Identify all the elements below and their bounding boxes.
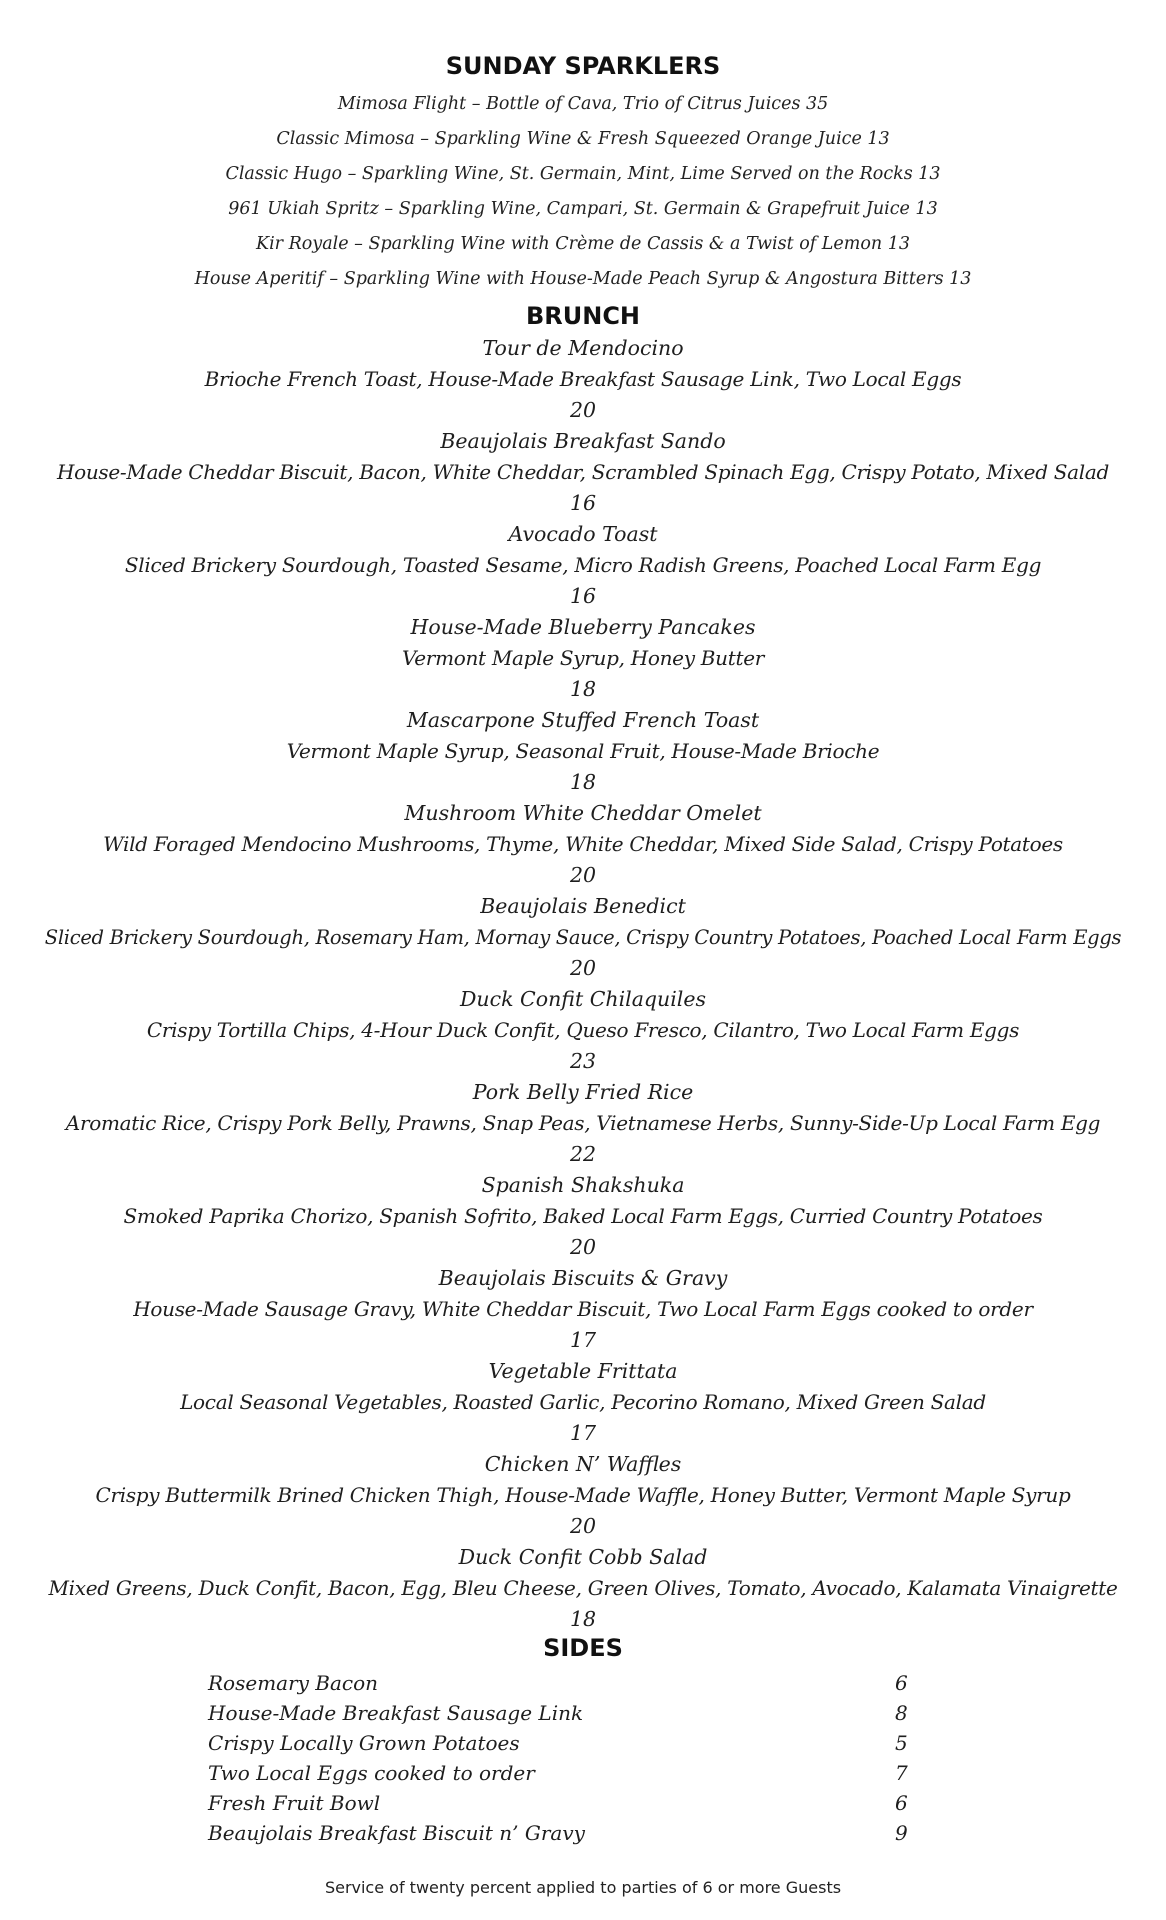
brunch-item (0, 333, 1166, 426)
brunch-item (0, 426, 1166, 519)
dish-price: 17 (569, 1328, 597, 1352)
dish-description: Smoked Paprika Chorizo, Spanish Sofrito, Baked Local Farm Eggs, Curried Country Potatoes (123, 1204, 1043, 1228)
side-name: Rosemary Bacon (208, 1671, 379, 1695)
sparkler-item: 961 Ukiah Spritz – Sparkling Wine, Campari, St. Germain & Grapefruit Juice 13 (228, 199, 938, 219)
side-item (0, 1818, 1166, 1848)
side-item (0, 1698, 1166, 1728)
dish-name: Mascarpone Stuffed French Toast (406, 708, 760, 732)
dish-description: Aromatic Rice, Crispy Pork Belly, Prawns, Snap Peas, Vietnamese Herbs, Sunny-Side-Up Local Farm Egg (65, 1111, 1101, 1135)
side-name: Beaujolais Breakfast Biscuit n’ Gravy (208, 1821, 585, 1845)
dish-price: 17 (569, 1421, 597, 1445)
side-item (0, 1758, 1166, 1788)
brunch-item (0, 612, 1166, 705)
dish-price: 23 (569, 1049, 597, 1073)
sides-list (0, 1668, 1166, 1848)
dish-price: 16 (569, 491, 597, 515)
side-item (0, 1728, 1166, 1758)
dish-price: 18 (569, 677, 597, 701)
brunch-item (0, 1449, 1166, 1542)
dish-name: Chicken N’ Waffles (484, 1452, 682, 1476)
brunch-item (0, 798, 1166, 891)
sparkler-item: House Aperitif – Sparkling Wine with House-Made Peach Syrup & Angostura Bitters 13 (194, 269, 972, 289)
sparkler-item: Mimosa Flight – Bottle of Cava, Trio of Citrus Juices 35 (337, 94, 829, 114)
dish-price: 22 (569, 1142, 597, 1166)
dish-price: 20 (569, 398, 597, 422)
dish-description: House-Made Cheddar Biscuit, Bacon, White Cheddar, Scrambled Spinach Egg, Crispy Potato, Mixed Salad (56, 460, 1110, 484)
side-name: Two Local Eggs cooked to order (208, 1761, 535, 1785)
dish-price: 20 (569, 863, 597, 887)
brunch-item (0, 1077, 1166, 1170)
side-price: 9 (895, 1821, 908, 1845)
dish-description: Wild Foraged Mendocino Mushrooms, Thyme, White Cheddar, Mixed Side Salad, Crispy Potatoes (103, 832, 1063, 856)
dish-description: Crispy Tortilla Chips, 4-Hour Duck Confit, Queso Fresco, Cilantro, Two Local Farm Eggs (146, 1018, 1020, 1042)
dish-name: Beaujolais Breakfast Sando (440, 429, 726, 453)
dish-name: Duck Confit Cobb Salad (458, 1545, 708, 1569)
brunch-item (0, 1170, 1166, 1263)
sides-heading: SIDES (543, 1634, 623, 1662)
sparkler-item: Kir Royale – Sparkling Wine with Crème de Cassis & a Twist of Lemon 13 (256, 234, 910, 254)
dish-name: Beaujolais Benedict (480, 894, 686, 918)
dish-description: Sliced Brickery Sourdough, Rosemary Ham, Mornay Sauce, Crispy Country Potatoes, Poached Local Farm Eggs (44, 926, 1122, 949)
dish-name: House-Made Blueberry Pancakes (410, 615, 756, 639)
dish-description: Local Seasonal Vegetables, Roasted Garlic, Pecorino Romano, Mixed Green Salad (180, 1390, 986, 1414)
dish-name: Spanish Shakshuka (481, 1173, 685, 1197)
side-price: 5 (895, 1731, 908, 1755)
dish-name: Vegetable Frittata (488, 1359, 678, 1383)
side-price: 7 (895, 1761, 908, 1785)
sparkler-item: Classic Mimosa – Sparkling Wine & Fresh Squeezed Orange Juice 13 (276, 129, 890, 149)
dish-price: 18 (569, 1607, 597, 1631)
dish-description: House-Made Sausage Gravy, White Cheddar Biscuit, Two Local Farm Eggs cooked to order (133, 1297, 1033, 1321)
dish-description: Sliced Brickery Sourdough, Toasted Sesame, Micro Radish Greens, Poached Local Farm Egg (124, 553, 1042, 577)
brunch-item (0, 1263, 1166, 1356)
dish-price: 20 (569, 1235, 597, 1259)
dish-description: Crispy Buttermilk Brined Chicken Thigh, House-Made Waffle, Honey Butter, Vermont Maple Syrup (95, 1483, 1071, 1507)
dish-name: Duck Confit Chilaquiles (459, 987, 707, 1011)
side-price: 8 (895, 1701, 908, 1725)
sparkler-item: Classic Hugo – Sparkling Wine, St. Germain, Mint, Lime Served on the Rocks 13 (225, 164, 941, 184)
dish-description: Brioche French Toast, House-Made Breakfast Sausage Link, Two Local Eggs (204, 367, 962, 391)
side-item (0, 1788, 1166, 1818)
dish-description: Vermont Maple Syrup, Seasonal Fruit, House-Made Brioche (286, 739, 880, 763)
brunch-item (0, 984, 1166, 1077)
brunch-item (0, 705, 1166, 798)
dish-name: Avocado Toast (508, 522, 658, 546)
dish-name: Beaujolais Biscuits & Gravy (438, 1266, 728, 1290)
side-price: 6 (895, 1671, 908, 1695)
side-item (0, 1668, 1166, 1698)
brunch-item (0, 1542, 1166, 1635)
brunch-list (0, 333, 1166, 1635)
dish-price: 16 (569, 584, 597, 608)
side-name: Fresh Fruit Bowl (208, 1791, 381, 1815)
sparklers-list (0, 87, 1166, 297)
side-name: Crispy Locally Grown Potatoes (208, 1731, 520, 1755)
dish-name: Mushroom White Cheddar Omelet (404, 801, 762, 825)
side-price: 6 (895, 1791, 908, 1815)
brunch-item (0, 519, 1166, 612)
sparklers-heading: SUNDAY SPARKLERS (445, 52, 721, 80)
dish-description: Mixed Greens, Duck Confit, Bacon, Egg, Bleu Cheese, Green Olives, Tomato, Avocado, Kalamata Vinaigrette (48, 1576, 1118, 1600)
dish-name: Pork Belly Fried Rice (472, 1080, 694, 1104)
dish-name: Tour de Mendocino (482, 336, 684, 360)
dish-price: 20 (569, 956, 597, 980)
dish-price: 20 (569, 1514, 597, 1538)
dish-description: Vermont Maple Syrup, Honey Butter (401, 646, 765, 670)
service-charge-note: Service of twenty percent applied to parties of 6 or more Guests (324, 1878, 842, 1897)
brunch-heading: BRUNCH (525, 302, 641, 330)
side-name: House-Made Breakfast Sausage Link (208, 1701, 584, 1725)
dish-price: 18 (569, 770, 597, 794)
brunch-item (0, 891, 1166, 984)
brunch-item (0, 1356, 1166, 1449)
